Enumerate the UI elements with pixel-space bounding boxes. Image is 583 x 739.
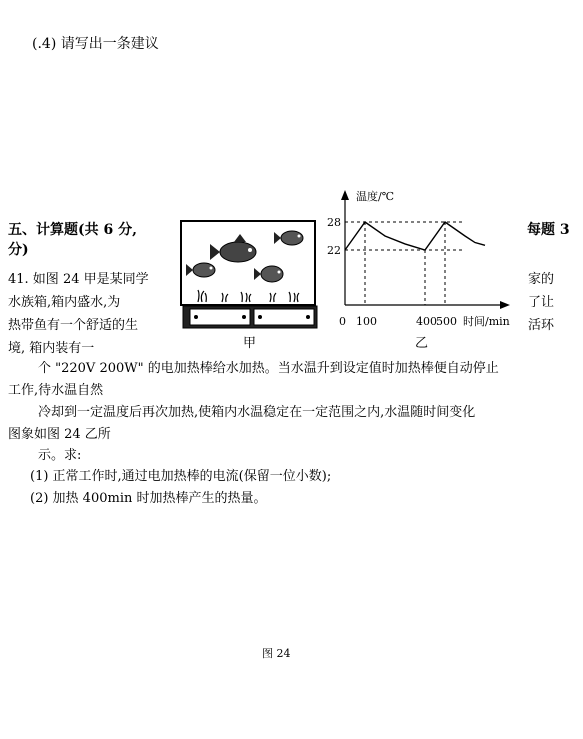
problem-line-4: 境, 箱内装有一 — [8, 341, 95, 356]
x-tick-label: 100 — [356, 315, 377, 328]
section-heading-continued: 分) — [8, 242, 29, 258]
problem-right-2: 了让 — [528, 295, 555, 310]
problem-line-2: 水族箱,箱内盛水,为 — [8, 295, 121, 310]
question-4-prompt: (.4) 请写出一条建议 — [32, 36, 159, 52]
cabinet-door-left — [190, 309, 250, 325]
problem-line-6: 工作,待水温自然 — [8, 383, 104, 398]
cabinet-door-right — [254, 309, 314, 325]
section-heading-right: 每题 3 — [527, 222, 570, 238]
problem-right-3: 活环 — [528, 318, 555, 333]
temperature-curve — [345, 222, 485, 250]
aquarium-label: 甲 — [243, 336, 257, 351]
problem-line-3: 热带鱼有一个舒适的生 — [8, 318, 139, 333]
y-tick-label: 28 — [327, 216, 341, 229]
section-heading: 五、计算题(共 6 分, — [8, 222, 137, 238]
aquarium-illustration — [180, 220, 320, 345]
problem-line-1: 41. 如图 24 甲是某同学 — [8, 272, 149, 287]
chart-caption: 乙 — [415, 336, 429, 351]
x-tick-label: 500 — [436, 315, 457, 328]
problem-line-5: 个 "220V 200W" 的电加热棒给水加热。当水温升到设定值时加热棒便自动停止 — [38, 361, 499, 376]
sub-question-2: (2) 加热 400min 时加热棒产生的热量。 — [30, 491, 267, 506]
x-tick-label: 400 — [416, 315, 437, 328]
problem-right-1: 家的 — [528, 272, 555, 287]
x-axis-label: 时间/min — [463, 315, 510, 328]
problem-line-9: 示。求: — [38, 448, 82, 463]
figure-caption: 图 24 — [262, 647, 291, 660]
y-tick-label: 22 — [327, 244, 341, 257]
sub-question-1: (1) 正常工作时,通过电加热棒的电流(保留一位小数); — [30, 469, 332, 484]
problem-line-7: 冷却到一定温度后再次加热,使箱内水温稳定在一定范围之内,水温随时间变化 — [38, 405, 476, 420]
temperature-chart — [325, 185, 525, 345]
problem-line-8: 图象如图 24 乙所 — [8, 427, 111, 442]
y-axis-label: 温度/℃ — [356, 190, 395, 203]
x-tick-label: 0 — [339, 315, 346, 328]
